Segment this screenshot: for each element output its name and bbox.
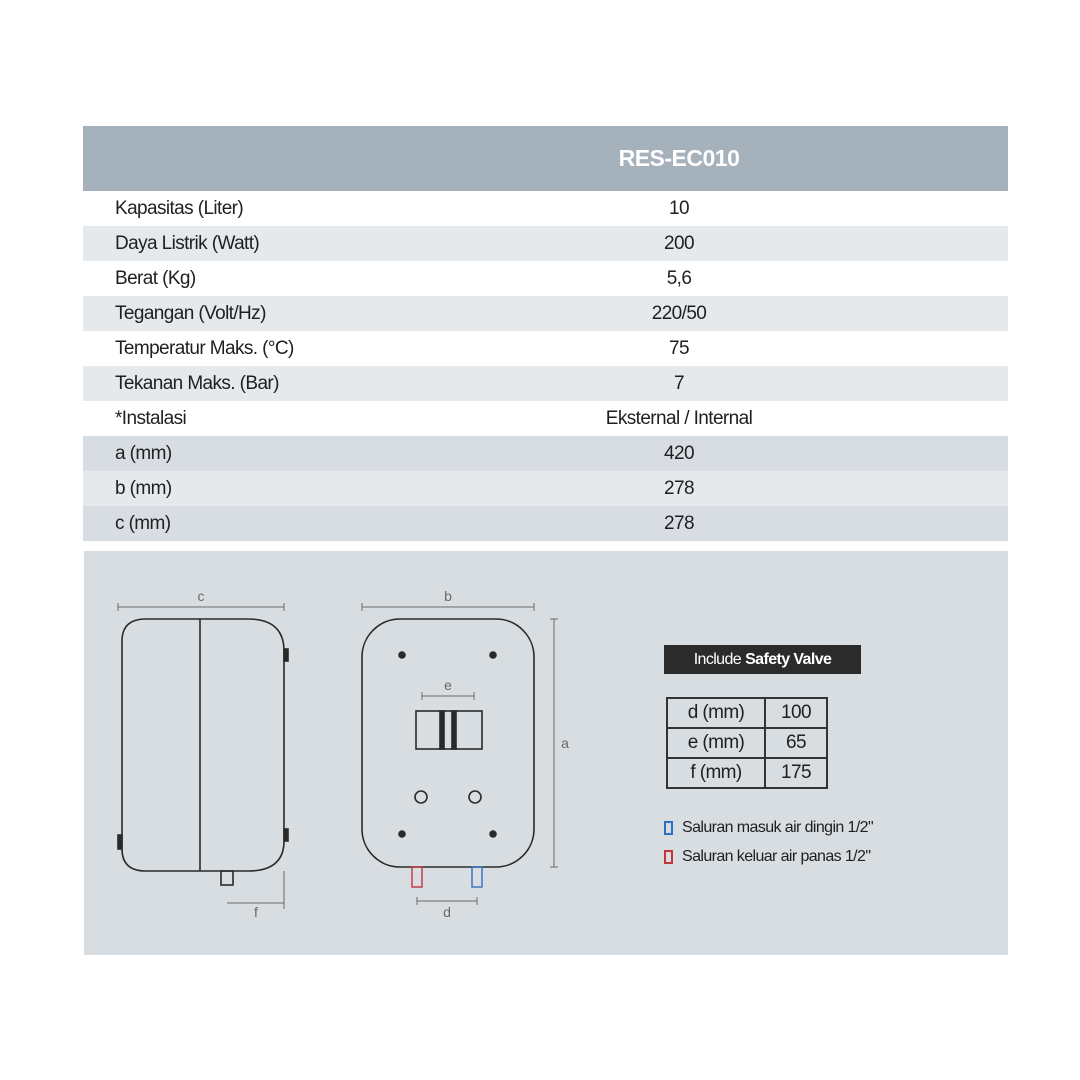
spec-value: 278 bbox=[473, 506, 885, 541]
front-view bbox=[362, 619, 534, 867]
heater-drawing bbox=[84, 551, 1008, 955]
legend-item bbox=[664, 813, 873, 842]
dim-value: 175 bbox=[765, 758, 827, 788]
dimension-table bbox=[666, 697, 828, 789]
legend-text: Saluran keluar air panas 1/2" bbox=[682, 847, 871, 865]
spec-label: c (mm) bbox=[83, 506, 473, 541]
dim-label-a: a bbox=[561, 735, 569, 751]
table-row bbox=[667, 728, 827, 758]
spec-label: Daya Listrik (Watt) bbox=[83, 226, 473, 261]
badge-strong: Safety Valve bbox=[745, 650, 832, 668]
model-name: RES-EC010 bbox=[473, 126, 885, 191]
dim-key: f (mm) bbox=[667, 758, 765, 788]
spec-value: 200 bbox=[473, 226, 885, 261]
spec-value: 7 bbox=[473, 366, 885, 401]
spec-value: 278 bbox=[473, 471, 885, 506]
spec-row bbox=[83, 331, 1008, 366]
spec-label: Tekanan Maks. (Bar) bbox=[83, 366, 473, 401]
spec-row bbox=[83, 226, 1008, 261]
spec-label: Tegangan (Volt/Hz) bbox=[83, 296, 473, 331]
spec-row bbox=[83, 261, 1008, 296]
spec-value: 420 bbox=[473, 436, 885, 471]
spec-row bbox=[83, 366, 1008, 401]
cold-water-swatch-icon bbox=[664, 821, 673, 835]
dim-label-f: f bbox=[254, 904, 258, 920]
table-row bbox=[667, 758, 827, 788]
spec-value: 220/50 bbox=[473, 296, 885, 331]
spec-row bbox=[83, 401, 1008, 436]
dim-value: 65 bbox=[765, 728, 827, 758]
spec-label: Temperatur Maks. (°C) bbox=[115, 337, 294, 359]
diagram-panel bbox=[84, 551, 1008, 955]
spec-value: 75 bbox=[669, 337, 689, 359]
hot-water-swatch-icon bbox=[664, 850, 673, 864]
cold-pipe bbox=[472, 867, 482, 887]
legend-text: Saluran masuk air dingin 1/2" bbox=[682, 818, 874, 836]
spec-label: Berat (Kg) bbox=[115, 267, 196, 289]
spec-label: Kapasitas (Liter) bbox=[115, 197, 244, 219]
dim-key: e (mm) bbox=[667, 728, 765, 758]
spec-row bbox=[83, 191, 1008, 226]
hot-pipe bbox=[412, 867, 422, 887]
dim-value: 100 bbox=[765, 698, 827, 728]
spec-label: *Instalasi bbox=[115, 407, 187, 429]
side-view bbox=[118, 619, 288, 885]
spec-label: a (mm) bbox=[83, 436, 473, 471]
spec-label: b (mm) bbox=[83, 471, 473, 506]
dim-key: d (mm) bbox=[667, 698, 765, 728]
dimension-lines bbox=[118, 603, 558, 909]
spec-row bbox=[83, 506, 1008, 541]
spec-value: 5,6 bbox=[666, 267, 692, 289]
spec-table bbox=[83, 126, 1008, 541]
dim-label-d: d bbox=[443, 904, 451, 920]
spec-value: Eksternal / Internal bbox=[605, 407, 753, 429]
dim-label-e: e bbox=[444, 677, 452, 693]
legend-item bbox=[664, 842, 873, 871]
dim-label-b: b bbox=[444, 588, 452, 604]
spec-row bbox=[83, 436, 1008, 471]
dim-label-c: c bbox=[197, 588, 205, 604]
table-row bbox=[667, 698, 827, 728]
safety-valve-badge bbox=[664, 645, 861, 674]
spec-row bbox=[83, 471, 1008, 506]
spec-header-row bbox=[83, 126, 1008, 191]
spec-row bbox=[83, 296, 1008, 331]
spec-value: 10 bbox=[669, 197, 689, 219]
badge-prefix: Include bbox=[693, 650, 742, 668]
pipe-legend bbox=[664, 813, 873, 871]
